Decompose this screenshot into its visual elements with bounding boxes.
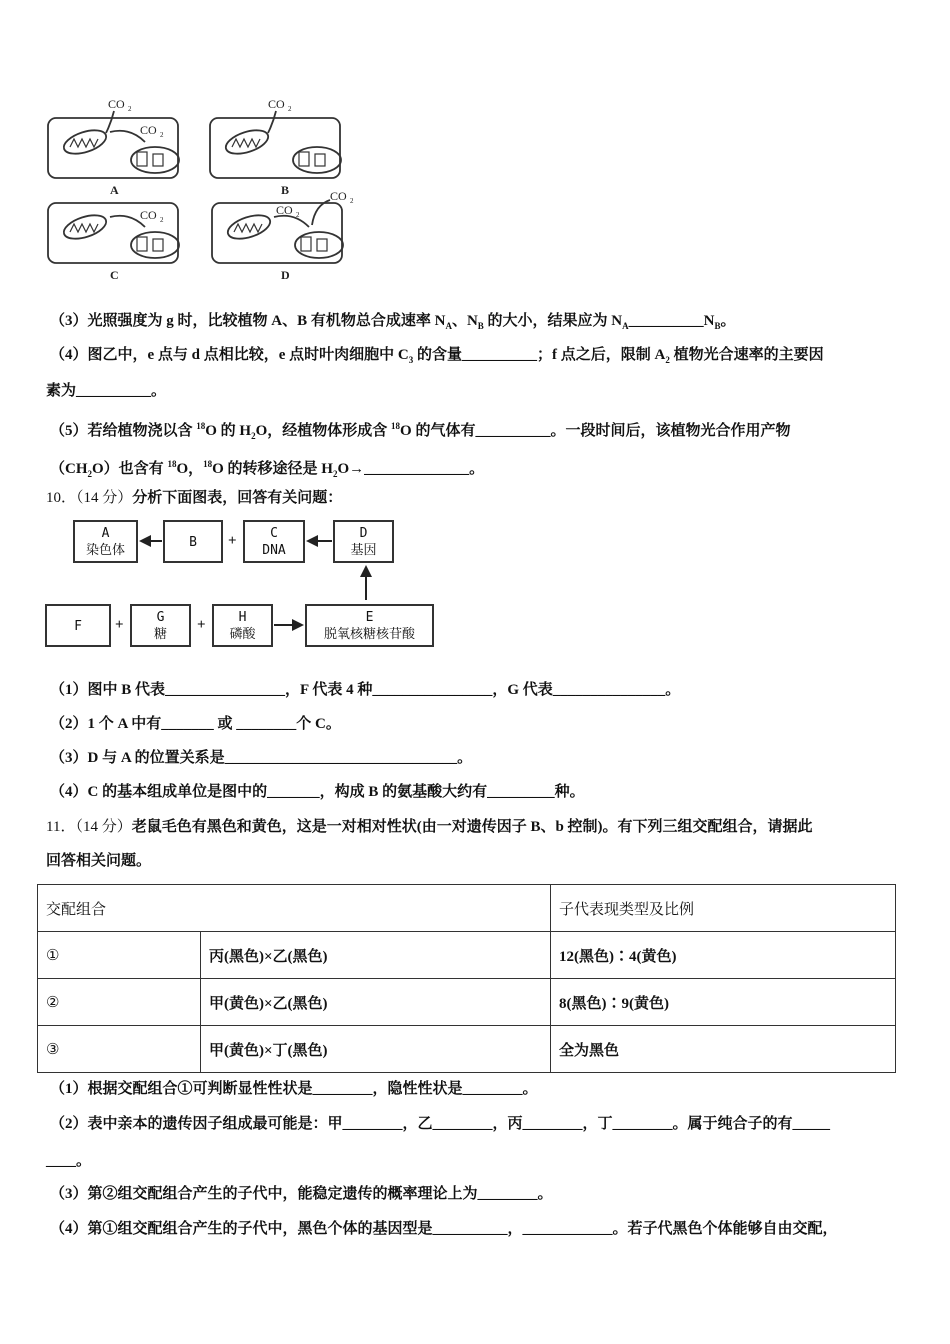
text-segment: O 的转移途径是 H [212,461,333,477]
q9-sub4 [50,345,824,370]
text-segment: 的含量__________；f 点之后，限制 A [413,347,666,363]
svg-text:CO: CO [330,189,347,203]
text-segment: （1）根据交配组合①可判断显性性状是________，隐性性状是________。 [50,1081,538,1097]
q10-sub1 [50,680,680,700]
text-segment: ____。 [46,1153,92,1169]
box-a: A 染色体 [73,520,138,563]
q10-sub2 [50,714,341,734]
box-d: D 基因 [333,520,394,563]
text-segment: （CH [50,461,88,477]
text-segment: 素为__________。 [46,383,167,399]
text-segment: （3）光照强度为 g 时，比较植物 A、B 有机物总合成速率 N [50,313,446,329]
text-segment: O 的 H [205,423,252,439]
text-segment: __________N [628,313,715,329]
text-segment: （4）图乙中，e 点与 d 点相比较，e 点时叶肉细胞中 C [50,347,409,363]
svg-text:2: 2 [160,131,164,139]
text-segment: 。 [720,313,736,329]
header-cross: 交配组合 [38,885,551,932]
text-segment: 植物光合速率的主要因 [669,347,824,363]
text-segment: O，经植物体形成含 [255,423,392,439]
label-d: D [281,268,290,282]
q10-sub4 [50,782,585,802]
supscript: 18 [167,459,177,469]
q11-sub4 [50,1219,838,1239]
svg-text:2: 2 [160,216,164,224]
svg-text:CO: CO [140,123,157,137]
header-offspring: 子代表现类型及比例 [551,885,896,932]
q11-sub1 [50,1079,538,1099]
label-a: A [110,183,119,197]
plus-sign: + [228,533,237,549]
svg-text:CO: CO [276,203,293,217]
diagram-arrows [0,500,450,660]
cell-diagram-figure [40,90,370,290]
cross-table [37,884,896,1073]
subscript: B [714,321,721,331]
q11-header-cont: 回答相关问题。 [46,853,152,869]
question-text: 老鼠毛色有黑色和黄色，这是一对相对性状(由一对遗传因子 B、b 控制)。有下列三组交配组合，请据此 [131,819,813,835]
subscript: 3 [408,355,414,365]
text-segment: （2）1 个 A 中有_______ 或 ________个 C。 [50,716,341,732]
text-segment: （4）C 的基本组成单位是图中的_______，构成 B 的氨基酸大约有_________种。 [50,784,585,800]
box-h: H 磷酸 [212,604,273,647]
box-e: E 脱氧核糖核苷酸 [305,604,434,647]
q9-sub3 [50,311,736,336]
subscript: 2 [665,355,670,365]
cell-cross: 甲(黄色)×乙(黑色) [201,979,551,1026]
table-row [38,1026,896,1073]
svg-text:2: 2 [128,105,132,113]
text-segment: O）也含有 [92,461,168,477]
box-g: G 糖 [130,604,191,647]
text-segment: （1）图中 B 代表________________，F 代表 4 种________________，G 代表_______________。 [50,682,681,698]
text-segment: （4）第①组交配组合产生的子代中，黑色个体的基因型是__________，____________。若子代黑色个体能够自由交配， [50,1221,838,1237]
table-row [38,979,896,1026]
cell-id: ① [38,932,201,979]
plus-sign: + [115,617,124,633]
text-segment: O， [176,461,204,477]
text-segment: O 的气体有__________。一段时间后，该植物光合作用产物 [400,423,791,439]
text-segment: O→______________。 [337,461,485,477]
subscript: A [445,321,452,331]
q10-sub3 [50,748,472,768]
subscript: B [477,321,484,331]
subscript: A [622,321,629,331]
question-number: 10．（14 分） [46,490,133,506]
question-number: 11．（14 分） [46,819,132,835]
svg-text:2: 2 [296,211,300,219]
cell-cross: 丙(黑色)×乙(黑色) [201,932,551,979]
q11-sub2-cont [46,1151,91,1171]
q11-sub3 [50,1184,553,1204]
table-row [38,932,896,979]
q11-header [46,817,813,837]
box-c: C DNA [243,520,305,563]
supscript: 18 [196,421,206,431]
text-segment: （3）D 与 A 的位置关系是_______________________________。 [50,750,473,766]
question-text: 分析下面图表，回答有关问题： [132,490,343,506]
supscript: 18 [391,421,401,431]
cell-cross: 甲(黄色)×丁(黑色) [201,1026,551,1073]
svg-text:2: 2 [350,197,354,205]
subscript: 2 [332,469,338,479]
text-segment: 、N [451,313,478,329]
subscript: 2 [87,469,93,479]
svg-text:CO: CO [140,208,157,222]
q9-sub5-cont [50,454,484,484]
supscript: 18 [203,459,213,469]
cell-id: ③ [38,1026,201,1073]
co2-labels [108,97,354,224]
text-segment: 的大小，结果应为 N [483,313,623,329]
q11-sub2 [50,1114,830,1134]
box-f: F [45,604,111,647]
cell-result: 8(黑色)∶9(黄色) [551,979,896,1026]
cell-result: 12(黑色)∶4(黄色) [551,932,896,979]
text-segment: （2）表中亲本的遗传因子组成最可能是：甲________，乙________，丙________，丁________。属于纯合子的有_____ [50,1116,831,1132]
label-b: B [281,183,290,197]
cell-id: ② [38,979,201,1026]
q9-sub5 [50,416,790,446]
plus-sign: + [197,617,206,633]
cell-result: 全为黑色 [551,1026,896,1073]
table-header-row [38,885,896,932]
text-segment: （3）第②组交配组合产生的子代中，能稳定遗传的概率理论上为________。 [50,1186,553,1202]
text-segment: （5）若给植物浇以含 [50,423,197,439]
subscript: 2 [251,431,256,441]
svg-text:CO: CO [108,97,125,111]
box-b: B [163,520,223,563]
label-c: C [110,268,119,282]
q9-sub4-cont [46,381,166,401]
svg-text:CO: CO [268,97,285,111]
svg-text:2: 2 [288,105,292,113]
